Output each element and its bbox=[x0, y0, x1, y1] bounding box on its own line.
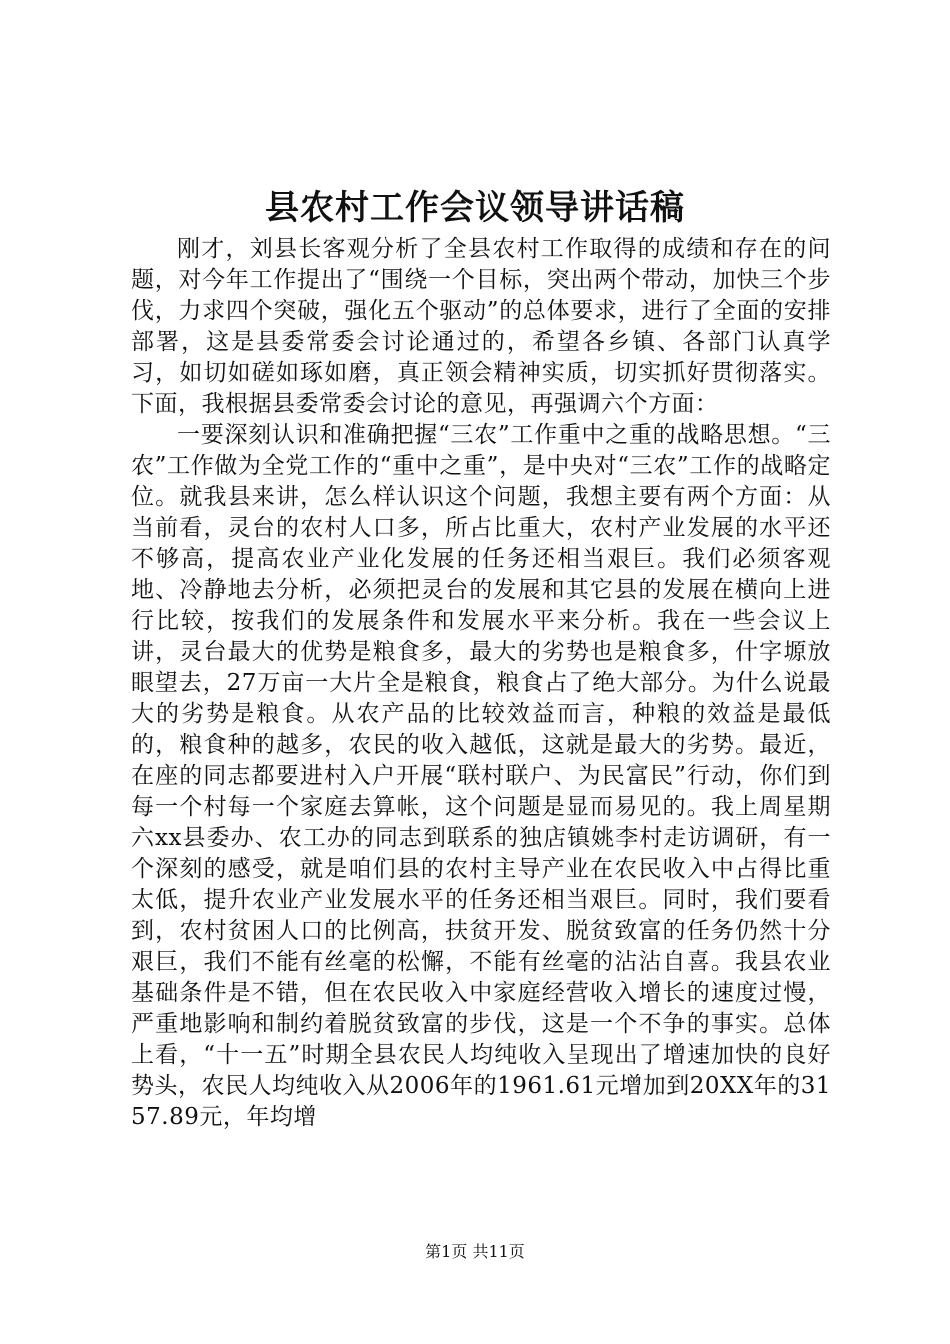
document-body bbox=[131, 234, 831, 1133]
paragraph-point-one: 一要深刻认识和准确把握“三农”工作重中之重的战略思想。“三农”工作做为全党工作的“重中之重”，是中央对“三农”工作的战略定位。就我县来讲，怎么样认识这个问题，我想主要有两个方面：从当前看，灵台的农村人口多，所占比重大，农村产业发展的水平还不够高，提高农业产业化发展的任务还相当艰巨。我们必须客观地、冷静地去分析，必须把灵台的发展和其它县的发展在横向上进行比较，按我们的发展条件和发展水平来分析。我在一些会议上讲，灵台最大的优势是粮食多，最大的劣势也是粮食多，什字塬放眼望去，27万亩一大片全是粮食，粮食占了绝大部分。为什么说最大的劣势是粮食。从农产品的比较效益而言，种粮的效益是最低的，粮食种的越多，农民的收入越低，这就是最大的劣势。最近，在座的同志都要进村入户开展“联村联户、为民富民”行动，你们到每一个村每一个家庭去算帐，这个问题是显而易见的。我上周星期六xx县委办、农工办的同志到联系的独店镇姚李村走访调研，有一个深刻的感受，就是咱们县的农村主导产业在农民收入中占得比重太低，提升农业产业发展水平的任务还相当艰巨。同时，我们要看到，农村贫困人口的比例高，扶贫开发、脱贫致富的任务仍然十分艰巨，我们不能有丝毫的松懈，不能有丝毫的沾沾自喜。我县农业基础条件是不错，但在农民收入中家庭经营收入增长的速度过慢，严重地影响和制约着脱贫致富的步伐，这是一个不争的事实。总体上看，“十一五”时期全县农民人均纯收入呈现出了增速加快的良好势头，农民人均纯收入从2006年的1961.61元增加到20XX年的3157.89元，年均增 bbox=[131, 422, 831, 1130]
paragraph-intro: 刚才，刘县长客观分析了全县农村工作取得的成绩和存在的问题，对今年工作提出了“围绕一个目标，突出两个带动，加快三个步伐，力求四个突破，强化五个驱动”的总体要求，进行了全面的安排部署，这是县委常委会讨论通过的，希望各乡镇、各部门认真学习，如切如磋如琢如磨，真正领会精神实质，切实抓好贯彻落实。下面，我根据县委常委会讨论的意见，再强调六个方面： bbox=[131, 236, 831, 417]
document-title: 县农村工作会议领导讲话稿 bbox=[265, 188, 685, 228]
page-number-footer: 第1页 共11页 bbox=[425, 1242, 525, 1261]
